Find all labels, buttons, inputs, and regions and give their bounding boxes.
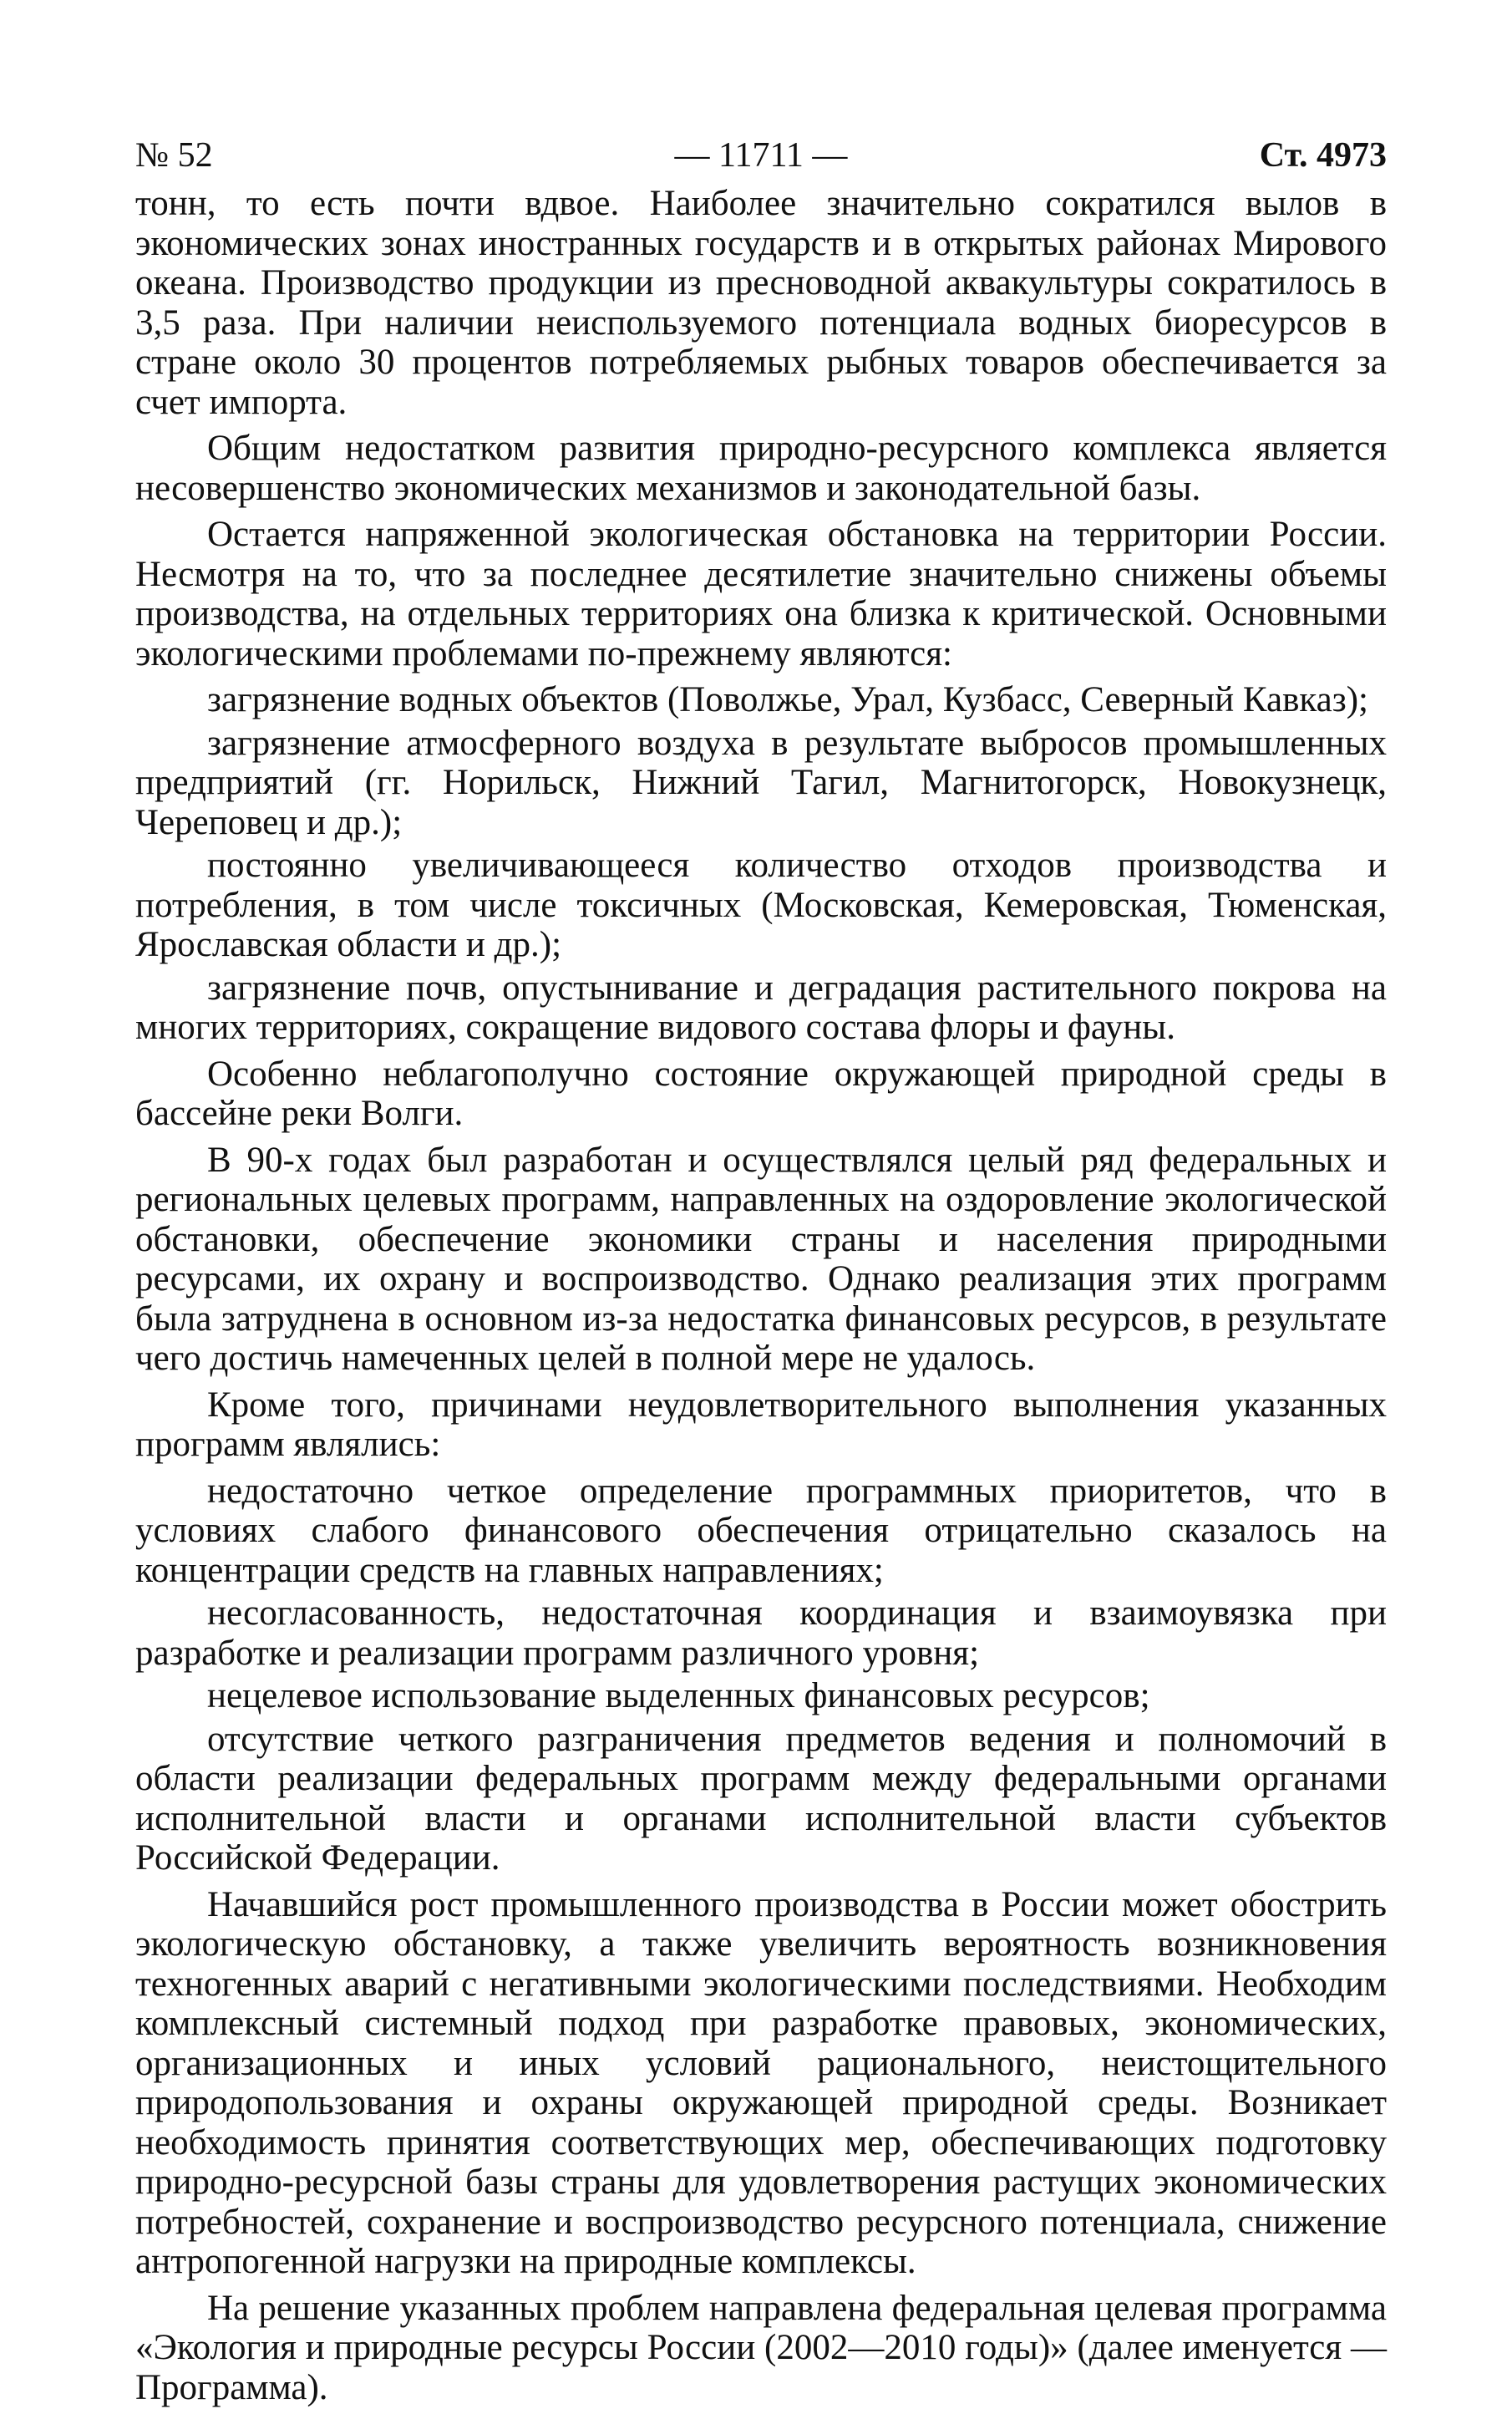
paragraph: В 90-х годах был разработан и осуществлялся целый ряд федеральных и региональных целевых программ, направленных на оздоровление экологической обстановки, обеспечение экономики страны и населения природными ресурсами, их охрану и воспроизводство. Однако реализация этих программ была затруднена в основном из-за недостатка финансовых ресурсов, в результате чего достичь намеченных целей в полной мере не удалось. bbox=[135, 1140, 1387, 1378]
list-item: загрязнение водных объектов (Поволжье, Урал, Кузбасс, Северный Кавказ); bbox=[207, 680, 1368, 719]
list-item: несогласованность, недостаточная координация и взаимоувязка при разработке и реализации программ различного уровня; bbox=[135, 1593, 1387, 1673]
page-header bbox=[135, 125, 1387, 184]
document-body bbox=[135, 184, 1387, 2407]
article-number: Ст. 4973 bbox=[1259, 136, 1387, 175]
paragraph: На решение указанных проблем направлена федеральная целевая программа «Экология и природные ресурсы России (2002—2010 годы)» (далее именуется — Программа). bbox=[135, 2288, 1387, 2407]
list-item: постоянно увеличивающееся количество отходов производства и потребления, в том числе токсичных (Московская, Кемеровская, Тюменская, Ярославская области и др.); bbox=[135, 846, 1387, 964]
list-item: загрязнение атмосферного воздуха в результате выбросов промышленных предприятий (гг. Норильск, Нижний Тагил, Магнитогорск, Новокузнецк, Череповец и др.); bbox=[135, 723, 1387, 842]
paragraph: Кроме того, причинами неудовлетворительного выполнения указанных программ являлись: bbox=[135, 1385, 1387, 1464]
paragraph: Особенно неблагополучно состояние окружающей природной среды в бассейне реки Волги. bbox=[135, 1054, 1387, 1133]
list-item: недостаточно четкое определение программных приоритетов, что в условиях слабого финансового обеспечения отрицательно сказалось на концентрации средств на главных направлениях; bbox=[135, 1471, 1387, 1590]
page-number: — 11711 — bbox=[674, 136, 848, 175]
paragraph: тонн, то есть почти вдвое. Наиболее значительно сократился вылов в экономических зонах иностранных государств и в открытых районах Мирового океана. Производство продукции из пресноводной аквакультуры сократилось в 3,5 раза. При наличии неиспользуемого потенциала водных биоресурсов в стране около 30 процентов потребляемых рыбных товаров обеспечивается за счет импорта. bbox=[135, 184, 1387, 422]
list-item: загрязнение почв, опустынивание и деградация растительного покрова на многих территориях, сокращение видового состава флоры и фауны. bbox=[135, 968, 1387, 1047]
paragraph: Начавшийся рост промышленного производства в России может обострить экологическую обстановку, а также увеличить вероятность возникновения техногенных аварий с негативными экологическими последствиями. Необходим комплексный системный подход при разработке правовых, экономических, организационных и иных условий рационального, неистощительного природопользования и охраны окружающей природной среды. Возникает необходимость принятия соответствующих мер, обеспечивающих подготовку природно-ресурсной базы страны для удовлетворения растущих экономических потребностей, сохранение и воспроизводство ресурсного потенциала, снижение антропогенной нагрузки на природные комплексы. bbox=[135, 1884, 1387, 2281]
list-item: отсутствие четкого разграничения предметов ведения и полномочий в области реализации федеральных программ между федеральными органами исполнительной власти и органами исполнительной власти субъектов Российской Федерации. bbox=[135, 1719, 1387, 1878]
paragraph: Общим недостатком развития природно-ресурсного комплекса является несовершенство экономических механизмов и законодательной базы. bbox=[135, 429, 1387, 508]
document-page bbox=[135, 125, 1387, 2414]
list-item: нецелевое использование выделенных финансовых ресурсов; bbox=[207, 1676, 1150, 1715]
paragraph: Остается напряженной экологическая обстановка на территории России. Несмотря на то, что за последнее десятилетие значительно снижены объемы производства, на отдельных территориях она близка к критической. Основными экологическими проблемами по-прежнему являются: bbox=[135, 515, 1387, 673]
issue-number: № 52 bbox=[135, 136, 213, 175]
